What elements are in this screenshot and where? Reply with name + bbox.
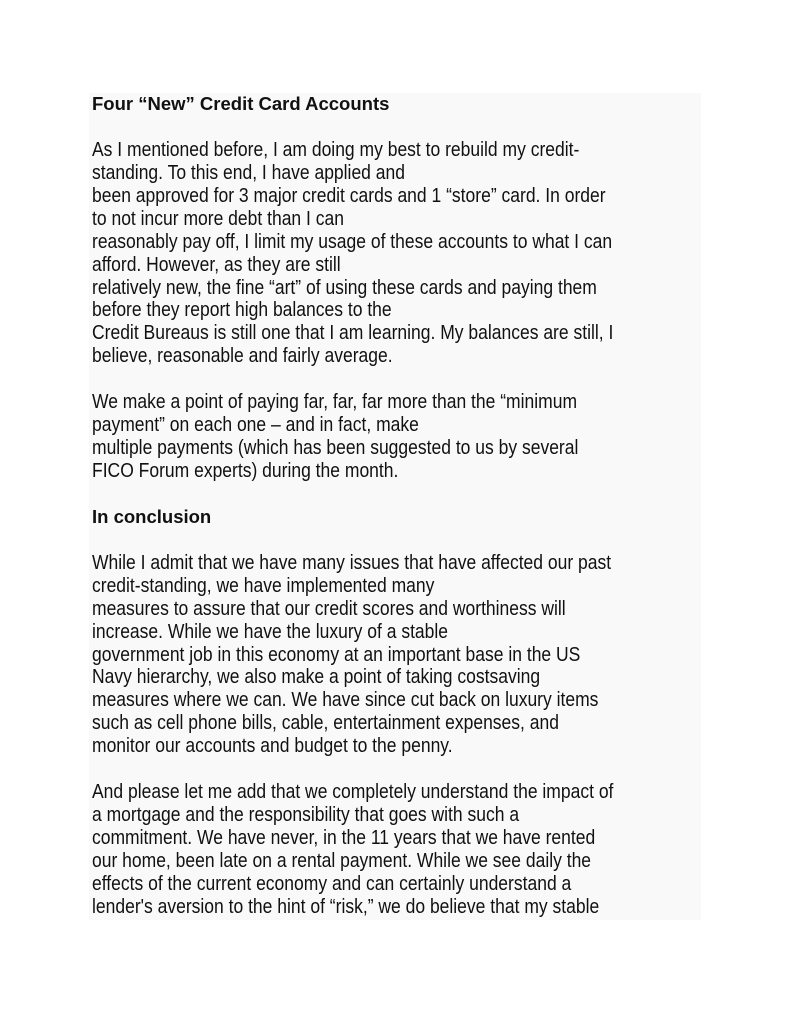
text-line: While I admit that we have many issues that have affected our past <box>92 551 612 574</box>
paragraph-spacer <box>92 116 732 139</box>
text-line: lender's aversion to the hint of “risk,” we do believe that my stable <box>92 895 600 918</box>
text-line: government job in this economy at an important base in the US <box>92 643 581 666</box>
text-line: effects of the current economy and can certainly understand a <box>92 872 572 895</box>
text-line: been approved for 3 major credit cards and 1 “store” card. In order <box>92 184 606 207</box>
text-line: standing. To this end, I have applied and <box>92 161 405 184</box>
paragraph-spacer <box>92 483 732 506</box>
text-line: multiple payments (which has been suggested to us by several <box>92 437 579 460</box>
text-line: As I mentioned before, I am doing my best to rebuild my credit- <box>92 138 580 161</box>
paragraph-mortgage <box>92 781 732 919</box>
text-line: believe, reasonable and fairly average. <box>92 345 393 368</box>
text-line: credit-standing, we have implemented many <box>92 574 435 597</box>
paragraph-spacer <box>92 368 732 391</box>
text-line: a mortgage and the responsibility that goes with such a <box>92 804 520 827</box>
paragraph-conclusion <box>92 552 732 758</box>
text-line: measures where we can. We have since cut back on luxury items <box>92 689 599 712</box>
paragraph-rebuild-credit <box>92 139 732 368</box>
section-heading-conclusion: In conclusion <box>92 505 212 527</box>
text-line: commitment. We have never, in the 11 years that we have rented <box>92 827 596 849</box>
text-line: And please let me add that we completely understand the impact of <box>92 781 614 804</box>
text-line: measures to assure that our credit scores and worthiness will <box>92 597 566 620</box>
paragraph-spacer <box>92 758 732 781</box>
text-line: our home, been late on a rental payment. While we see daily the <box>92 849 592 872</box>
text-line: to not incur more debt than I can <box>92 207 344 230</box>
text-line: such as cell phone bills, cable, entertainment expenses, and <box>92 712 559 735</box>
paragraph-spacer <box>92 529 732 552</box>
text-line: increase. While we have the luxury of a stable <box>92 620 449 643</box>
text-line: reasonably pay off, I limit my usage of these accounts to what I can <box>92 230 613 253</box>
section-heading-credit-cards: Four “New” Credit Card Accounts <box>92 93 390 114</box>
text-line: afford. However, as they are still <box>92 253 341 276</box>
text-line: relatively new, the fine “art” of using these cards and paying them <box>92 276 597 299</box>
text-line: monitor our accounts and budget to the penny. <box>92 735 453 758</box>
text-line: Credit Bureaus is still one that I am learning. My balances are still, I <box>92 322 614 345</box>
text-line: We make a point of paying far, far, far more than the “minimum <box>92 391 578 414</box>
document-content <box>92 93 732 919</box>
text-line: before they report high balances to the <box>92 299 392 322</box>
text-line: Navy hierarchy, we also make a point of taking costsaving <box>92 666 541 689</box>
text-line: payment” on each one – and in fact, make <box>92 414 419 437</box>
paragraph-payments <box>92 391 732 483</box>
text-line: FICO Forum experts) during the month. <box>92 460 399 482</box>
